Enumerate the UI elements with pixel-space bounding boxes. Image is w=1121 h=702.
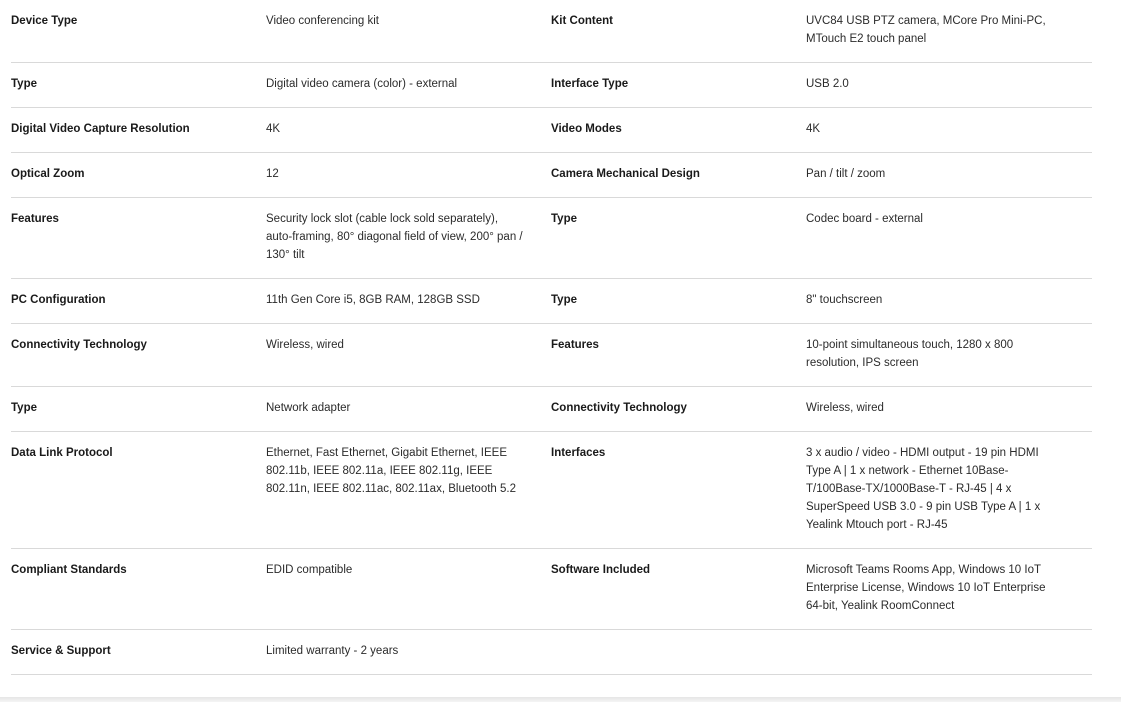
spec-value: Ethernet, Fast Ethernet, Gigabit Ethernet, IEEE 802.11b, IEEE 802.11a, IEEE 802.11g, IEEE 802.11n, IEEE 802.11ac, 802.11ax, Bluetooth 5.2: [266, 447, 516, 495]
spec-value: 8" touchscreen: [806, 294, 883, 306]
page-bottom-divider: [0, 697, 1121, 702]
spec-row: [11, 324, 1092, 387]
spec-label: Type: [11, 78, 37, 90]
spec-label: Features: [551, 339, 599, 351]
spec-value: Limited warranty - 2 years: [266, 645, 399, 657]
spec-row: [11, 0, 1092, 63]
spec-value: [806, 630, 1092, 674]
spec-label: Type: [551, 213, 577, 225]
spec-value: 3 x audio / video - HDMI output - 19 pin HDMI Type A | 1 x network - Ethernet 10Base-T/100Base-TX/1000Base-T - RJ-45 | 4 x SuperSpeed USB 3.0 - 9 pin USB Type A | 1 x Yealink Mtouch port - RJ-45: [806, 447, 1041, 531]
spec-label: Video Modes: [551, 123, 622, 135]
spec-label: Service & Support: [11, 645, 111, 657]
spec-row: [11, 630, 1092, 675]
spec-label: Software Included: [551, 564, 651, 576]
spec-value: Wireless, wired: [266, 339, 344, 351]
spec-value: USB 2.0: [806, 78, 849, 90]
spec-value: 11th Gen Core i5, 8GB RAM, 128GB SSD: [266, 294, 480, 306]
spec-label: Data Link Protocol: [11, 447, 113, 459]
spec-value: Pan / tilt / zoom: [806, 168, 886, 180]
spec-row: [11, 387, 1092, 432]
spec-label: Digital Video Capture Resolution: [11, 123, 190, 135]
spec-value: Codec board - external: [806, 213, 923, 225]
spec-label: PC Configuration: [11, 294, 106, 306]
spec-label: Features: [11, 213, 59, 225]
spec-value: 10-point simultaneous touch, 1280 x 800 resolution, IPS screen: [806, 339, 1014, 369]
spec-label: Interfaces: [551, 447, 606, 459]
specifications-table: [11, 0, 1092, 675]
spec-row: [11, 63, 1092, 108]
spec-row: [11, 432, 1092, 549]
spec-label: [551, 630, 806, 674]
spec-value: 4K: [806, 123, 821, 135]
spec-value: Digital video camera (color) - external: [266, 78, 458, 90]
spec-value: 12: [266, 168, 279, 180]
spec-label: Connectivity Technology: [11, 339, 147, 351]
spec-label: Kit Content: [551, 15, 613, 27]
spec-row: [11, 198, 1092, 279]
spec-value: Security lock slot (cable lock sold separately), auto-framing, 80° diagonal field of view, 200° pan / 130° tilt: [266, 213, 523, 261]
spec-label: Camera Mechanical Design: [551, 168, 700, 180]
spec-label: Interface Type: [551, 78, 629, 90]
spec-value: Network adapter: [266, 402, 351, 414]
spec-label: Type: [551, 294, 577, 306]
spec-row: [11, 153, 1092, 198]
spec-label: Optical Zoom: [11, 168, 85, 180]
spec-value: UVC84 USB PTZ camera, MCore Pro Mini-PC, MTouch E2 touch panel: [806, 15, 1046, 45]
spec-label: Connectivity Technology: [551, 402, 687, 414]
spec-label: Device Type: [11, 15, 78, 27]
spec-row: [11, 279, 1092, 324]
spec-value: 4K: [266, 123, 281, 135]
spec-value: Wireless, wired: [806, 402, 884, 414]
spec-value: EDID compatible: [266, 564, 353, 576]
spec-row: [11, 549, 1092, 630]
spec-value: Microsoft Teams Rooms App, Windows 10 IoT Enterprise License, Windows 10 IoT Enterprise 64-bit, Yealink RoomConnect: [806, 564, 1046, 612]
spec-value: Video conferencing kit: [266, 15, 379, 27]
spec-row: [11, 108, 1092, 153]
spec-label: Type: [11, 402, 37, 414]
spec-label: Compliant Standards: [11, 564, 127, 576]
